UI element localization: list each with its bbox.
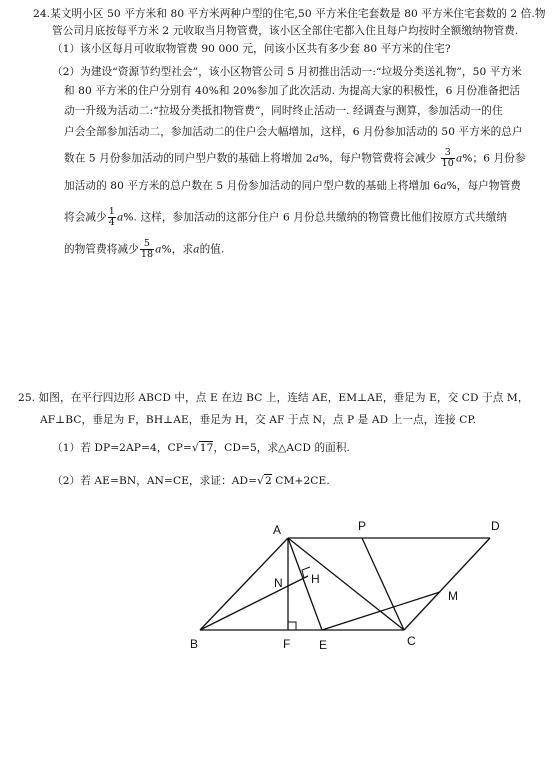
label-C: C bbox=[407, 634, 416, 648]
q25-text-4a: （2）若 AE=BN，AN=CE，求证：AD= bbox=[52, 475, 258, 487]
right-angle-mark-F bbox=[288, 622, 296, 630]
q24-part2-line-4: 户会全部参加活动二，参加活动二的住户会大幅增加，这样，6 月份参加活动的 50 平方米的总户 bbox=[64, 126, 523, 138]
q25-text-4b: CM+2CE. bbox=[271, 475, 330, 487]
label-A: A bbox=[273, 523, 282, 537]
q24-part2-line-2: 和 80 平方米的住户分别有 40%和 20%参加了此次活动. 为提高大家的积极性，6 月份准备把活 bbox=[64, 85, 521, 97]
fraction-3-10: $\frac{3}{10}$ bbox=[441, 147, 454, 169]
segment-PC bbox=[362, 538, 404, 630]
q24-text-8b: %，每户物管费将会减少 bbox=[319, 152, 437, 165]
q25-line-2: AF⊥BC，垂足为 F，BH⊥AE，垂足为 H，交 AF 于点 N，点 P 是 AD 上一点，连接 CP. bbox=[40, 414, 477, 426]
q24-part2-line-3: 动一升级为活动二:“拉圾分类抵扣物管费”，同时终止活动一. 经调查与测算，参加活动一的住 bbox=[64, 105, 503, 117]
segment-DC bbox=[404, 538, 490, 630]
q24-text-11c: 的值. bbox=[199, 243, 225, 256]
label-F: F bbox=[283, 637, 291, 651]
label-E: E bbox=[319, 638, 328, 652]
q24-text-10a: 将会减少 bbox=[64, 211, 107, 224]
q24-line-1: 24.某文明小区 50 平方米和 80 平方米两种户型的住宅,50 平方米住宅套数是 80 平方米住宅套数的 2 倍.物 bbox=[33, 8, 546, 20]
q24-part2-line-6: 加活动的 80 平方米的总户数在 5 月份参加活动的同户型户数的基础上将增加 6a%，每户物管费 bbox=[64, 180, 521, 192]
q24-part2-line-8: 的物管费将减少 $\frac{5}{18}$ a%，求a的值. bbox=[64, 238, 225, 260]
fraction-5-18: $\frac{5}{18}$ bbox=[140, 238, 154, 260]
fraction-1-4: $\frac{1}{4}$ bbox=[108, 206, 115, 228]
q24-text-11a: 的物管费将减少 bbox=[64, 243, 139, 256]
var-a: a bbox=[312, 152, 320, 165]
parallelogram-figure bbox=[170, 510, 530, 660]
q24-text-10b: %. 这样，参加活动的这部分住户 6 月份总共缴纳的物管费比他们按原方式共缴纳 bbox=[123, 211, 508, 224]
q24-part2-line-7: 将会减少 $\frac{1}{4}$ a%. 这样，参加活动的这部分住户 6 月份总共缴纳的物管费比他们按原方式共缴纳 bbox=[64, 206, 508, 228]
q25-text-3b: ，CD=5，求△ACD 的面积. bbox=[213, 442, 350, 454]
label-B: B bbox=[190, 637, 199, 651]
q25-line-1: 25. 如图，在平行四边形 ABCD 中，点 E 在边 BC 上，连结 AE，EM⊥AE，垂足为 E，交 CD 于点 M， bbox=[18, 392, 529, 404]
q25-part2 bbox=[52, 474, 330, 488]
q25-text-3a: （1）若 DP=2AP=4，CP= bbox=[52, 442, 192, 454]
q24-part1: （1）该小区每月可收取物管费 90 000 元，问该小区共有多少套 80 平方米的住宅? bbox=[52, 43, 451, 55]
q24-part2-line-1: （2）为建设“资源节约型社会”，该小区物管公司 5 月初推出活动一:“垃圾分类送礼物”，50 平方米 bbox=[52, 66, 522, 78]
label-N: N bbox=[274, 576, 283, 590]
sqrt-17: √17 bbox=[191, 442, 214, 454]
sqrt-2: √2 bbox=[257, 475, 272, 487]
q24-text-11b: %，求 bbox=[161, 243, 194, 256]
q24-part2-line-5: 数在 5 月份参加活动的同户型户数的基础上将增加 2a%，每户物管费将会减少 $\frac{3}{10}$ a%；6 月份参 bbox=[64, 147, 526, 169]
q25-part1 bbox=[52, 441, 350, 455]
q24-text-9b: %，每户物管费 bbox=[446, 180, 521, 192]
label-D: D bbox=[491, 519, 500, 533]
q24-text-8a: 数在 5 月份参加活动的同户型户数的基础上将增加 2 bbox=[64, 152, 313, 165]
q24-line-2: 管公司月底按每平方米 2 元收取当月物管费，该小区全部住宅都入住且每户均按时全额缴纳物管费. bbox=[52, 25, 519, 37]
label-M: M bbox=[448, 589, 458, 603]
label-H: H bbox=[311, 572, 320, 586]
q24-text-8c: %；6 月份参 bbox=[462, 152, 526, 165]
q24-text-9: 加活动的 80 平方米的总户数在 5 月份参加活动的同户型户数的基础上将增加 6 bbox=[64, 180, 441, 192]
label-P: P bbox=[358, 519, 367, 533]
